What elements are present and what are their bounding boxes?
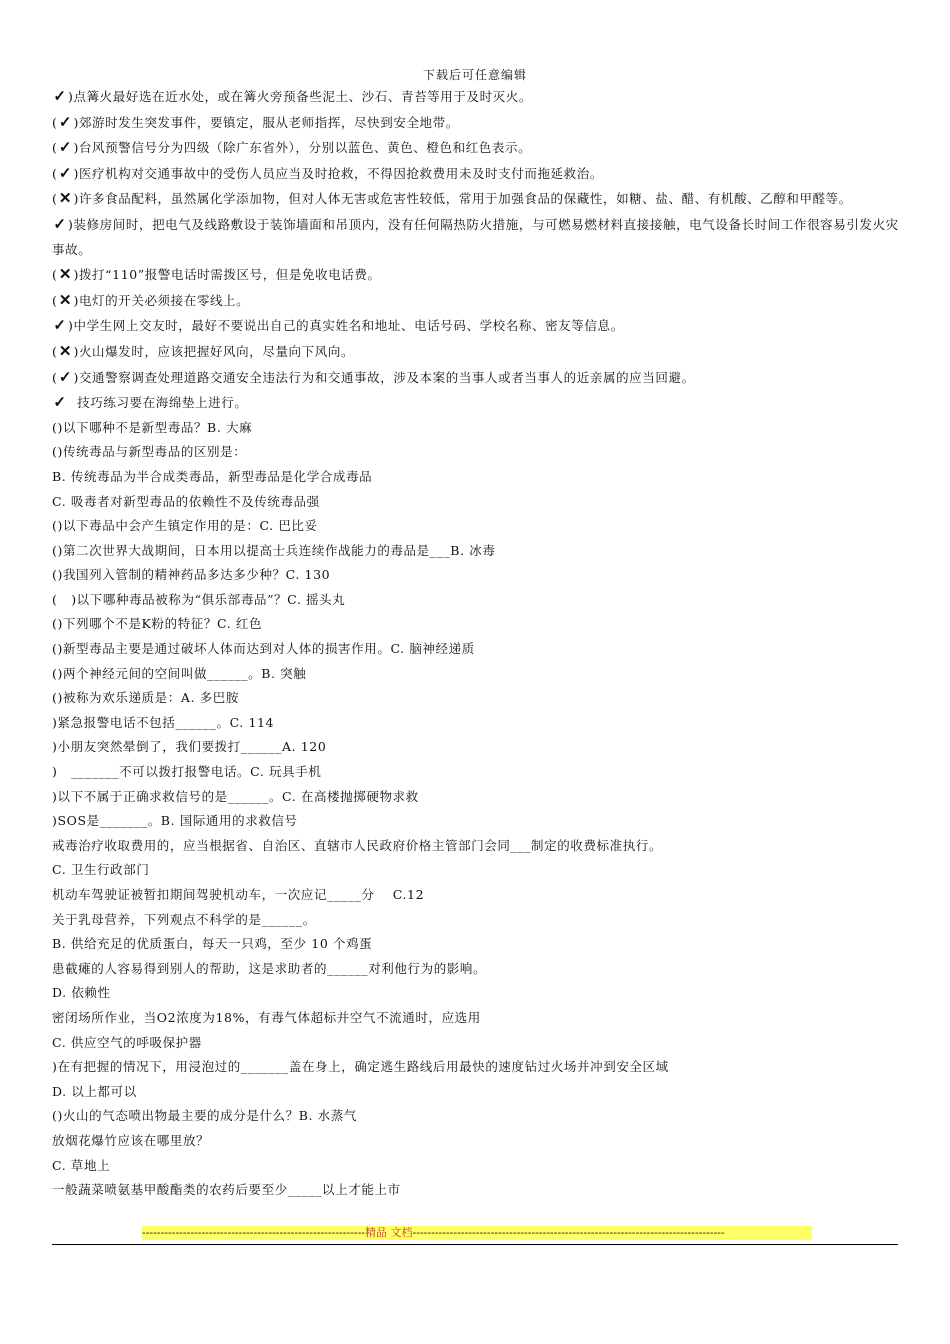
document-body: [52, 84, 902, 1203]
line-text: ()我国列入管制的精神药品多达多少种？C. 130: [52, 567, 331, 583]
text-line: [52, 339, 902, 365]
line-text: )拨打“110”报警电话时需拨区号，但是免收电话费。: [73, 267, 381, 283]
check-icon: ✓: [53, 316, 67, 335]
check-icon: ✓: [53, 214, 67, 233]
line-text: )紧急报警电话不包括______。C. 114: [52, 714, 275, 730]
footer-banner: [142, 1226, 812, 1240]
line-text: )SOS是_______。B. 国际通用的求救信号: [52, 813, 298, 829]
line-text: )许多食品配料，虽然属化学添加物，但对人体无害或危害性较低，常用于加强食品的保藏性，如糖、盐、醋、有机酸、乙醇和甲醛等。: [73, 191, 852, 207]
line-text: )以下不属于正确求救信号的是______。C. 在高楼抛掷硬物求救: [52, 788, 419, 804]
text-line: [52, 1080, 902, 1105]
line-text: )台风预警信号分为四级（除广东省外），分别以蓝色、黄色、橙色和红色表示。: [73, 140, 532, 156]
text-line: [52, 390, 902, 416]
line-text: ()以下哪种不是新型毒品？B. 大麻: [52, 419, 253, 435]
text-line: [52, 1154, 902, 1179]
text-line: [52, 711, 902, 736]
text-line: [52, 186, 902, 212]
text-line: [52, 1006, 902, 1031]
text-line: [52, 637, 902, 662]
line-text: ()新型毒品主要是通过破坏人体而达到对人体的损害作用。C. 脑神经递质: [52, 641, 475, 657]
line-text: 机动车驾驶证被暂扣期间驾驶机动车，一次应记_____分 C.12: [52, 887, 425, 902]
text-line: [52, 957, 902, 982]
line-text: )火山爆发时，应该把握好风向，尽量向下风向。: [73, 343, 355, 359]
check-icon: ✓: [58, 112, 73, 131]
text-line: [52, 161, 902, 187]
text-line: [52, 612, 902, 637]
text-line: [52, 539, 902, 564]
footer-label: 精品 文档: [365, 1226, 413, 1239]
cross-icon: ✕: [58, 265, 73, 284]
line-text: )点篝火最好选在近水处，或在篝火旁预备些泥土、沙石、青苔等用于及时灭火。: [68, 89, 532, 104]
text-line: [52, 490, 902, 515]
line-text: ()火山的气态喷出物最主要的成分是什么？B. 水蒸气: [52, 1108, 357, 1124]
check-icon: ✓: [53, 393, 67, 412]
text-line: [52, 662, 902, 687]
check-icon: ✓: [58, 163, 73, 182]
cross-icon: ✕: [58, 189, 73, 208]
line-text: B. 传统毒品为半合成类毒品，新型毒品是化学合成毒品: [52, 468, 373, 484]
footer-dashes-left: ------------------------------------------------------------: [142, 1226, 366, 1239]
text-line: [52, 416, 902, 441]
line-text: B. 供给充足的优质蛋白，每天一只鸡，至少 10 个鸡蛋: [52, 936, 373, 952]
text-line: [52, 858, 902, 883]
line-text: C. 吸毒者对新型毒品的依赖性不及传统毒品强: [52, 493, 320, 509]
text-line: [52, 288, 902, 314]
paren-open: (: [52, 140, 58, 156]
text-line: [52, 262, 902, 288]
text-line: [52, 588, 902, 613]
paren-open: (: [52, 165, 58, 181]
text-line: [52, 440, 902, 465]
text-line: [52, 1055, 902, 1080]
cross-icon: ✕: [58, 290, 73, 309]
text-line: [52, 365, 902, 391]
text-line: [52, 1031, 902, 1056]
line-text: ()被称为欢乐递质是：A. 多巴胺: [52, 690, 239, 706]
line-text: ()第二次世界大战期间，日本用以提高士兵连续作战能力的毒品是___B. 冰毒: [52, 542, 496, 558]
line-text: )交通警察调查处理道路交通安全违法行为和交通事故，涉及本案的当事人或者当事人的近亲属的应当回避。: [73, 369, 695, 385]
text-line: [52, 84, 902, 110]
text-line: [52, 313, 902, 339]
text-line: [52, 563, 902, 588]
text-line: [52, 514, 902, 539]
line-text: 关于乳母营养，下列观点不科学的是______。: [52, 911, 316, 927]
text-line: [52, 1129, 902, 1154]
text-line: [52, 735, 902, 760]
text-line: [52, 465, 902, 490]
line-text: C. 供应空气的呼吸保护器: [52, 1034, 202, 1050]
text-line: [52, 932, 902, 957]
page-header: 下载后可任意编辑: [422, 68, 527, 82]
paren-open: (: [52, 369, 58, 385]
footer-dashes-right: ------------------------------------------------------------------------------------: [412, 1226, 725, 1239]
line-text: )在有把握的情况下，用浸泡过的_______盖在身上，确定逃生路线后用最快的速度钻过火场并冲到安全区域: [52, 1059, 669, 1075]
text-line: [52, 785, 902, 810]
text-line: [52, 212, 902, 262]
text-line: [52, 686, 902, 711]
line-text: )医疗机构对交通事故中的受伤人员应当及时抢救，不得因抢救费用未及时支付而拖延救治。: [73, 165, 603, 181]
text-line: [52, 135, 902, 161]
text-line: [52, 834, 902, 859]
check-icon: ✓: [58, 367, 73, 386]
footer-divider: [52, 1244, 898, 1245]
line-text: ()下列哪个不是K粉的特征？C. 红色: [52, 616, 263, 632]
paren-open: (: [52, 191, 58, 207]
line-text: ( )以下哪种毒品被称为“俱乐部毒品”？C. 摇头丸: [52, 591, 346, 607]
text-line: [52, 1178, 902, 1203]
line-text: ) _______不可以拨打报警电话。C. 玩具手机: [52, 764, 322, 780]
line-text: ()两个神经元间的空间叫做______。B. 突触: [52, 665, 307, 681]
line-text: )郊游时发生突发事件，要镇定，服从老师指挥，尽快到安全地带。: [73, 114, 459, 130]
cross-icon: ✕: [58, 341, 73, 360]
line-text: 放烟花爆竹应该在哪里放？: [52, 1132, 210, 1148]
text-line: [52, 981, 902, 1006]
line-text: )电灯的开关必须接在零线上。: [73, 292, 250, 308]
line-text: C. 卫生行政部门: [52, 862, 150, 878]
line-text: 戒毒治疗收取费用的，应当根据省、自治区、直辖市人民政府价格主管部门会同___制定的收费标准执行。: [52, 837, 663, 853]
line-text: D. 依赖性: [52, 985, 111, 1001]
text-line: [52, 809, 902, 834]
line-text: )装修房间时，把电气及线路敷设于装饰墙面和吊顶内，没有任何隔热防火措施，与可燃易燃材料直接接触，电气设备长时间工作很容易引发火灾事故。: [52, 216, 899, 257]
line-text: 患截瘫的人容易得到别人的帮助，这是求助者的______对利他行为的影响。: [52, 960, 487, 976]
line-text: )中学生网上交友时，最好不要说出自己的真实姓名和地址、电话号码、学校名称、密友等信息。: [68, 318, 624, 334]
line-text: 一般蔬菜喷氨基甲酸酯类的农药后要至少_____以上才能上市: [52, 1182, 401, 1198]
text-line: [52, 908, 902, 933]
line-text: ()以下毒品中会产生镇定作用的是：C. 巴比妥: [52, 518, 318, 534]
line-text: C. 草地上: [52, 1157, 111, 1173]
line-text: )小朋友突然晕倒了，我们要拨打______A. 120: [52, 739, 327, 755]
paren-open: (: [52, 267, 58, 283]
text-line: [52, 760, 902, 785]
line-text: 技巧练习要在海绵垫上进行。: [68, 395, 248, 411]
paren-open: (: [52, 114, 58, 130]
check-icon: ✓: [58, 138, 73, 157]
line-text: ()传统毒品与新型毒品的区别是：: [52, 444, 247, 460]
paren-open: (: [52, 292, 58, 308]
line-text: 密闭场所作业，当O2浓度为18%，有毒气体超标并空气不流通时，应选用: [52, 1009, 481, 1025]
text-line: [52, 1104, 902, 1129]
text-line: [52, 110, 902, 136]
line-text: D. 以上都可以: [52, 1083, 137, 1099]
text-line: [52, 883, 902, 908]
paren-open: (: [52, 343, 58, 359]
check-icon: ✓: [53, 87, 67, 105]
